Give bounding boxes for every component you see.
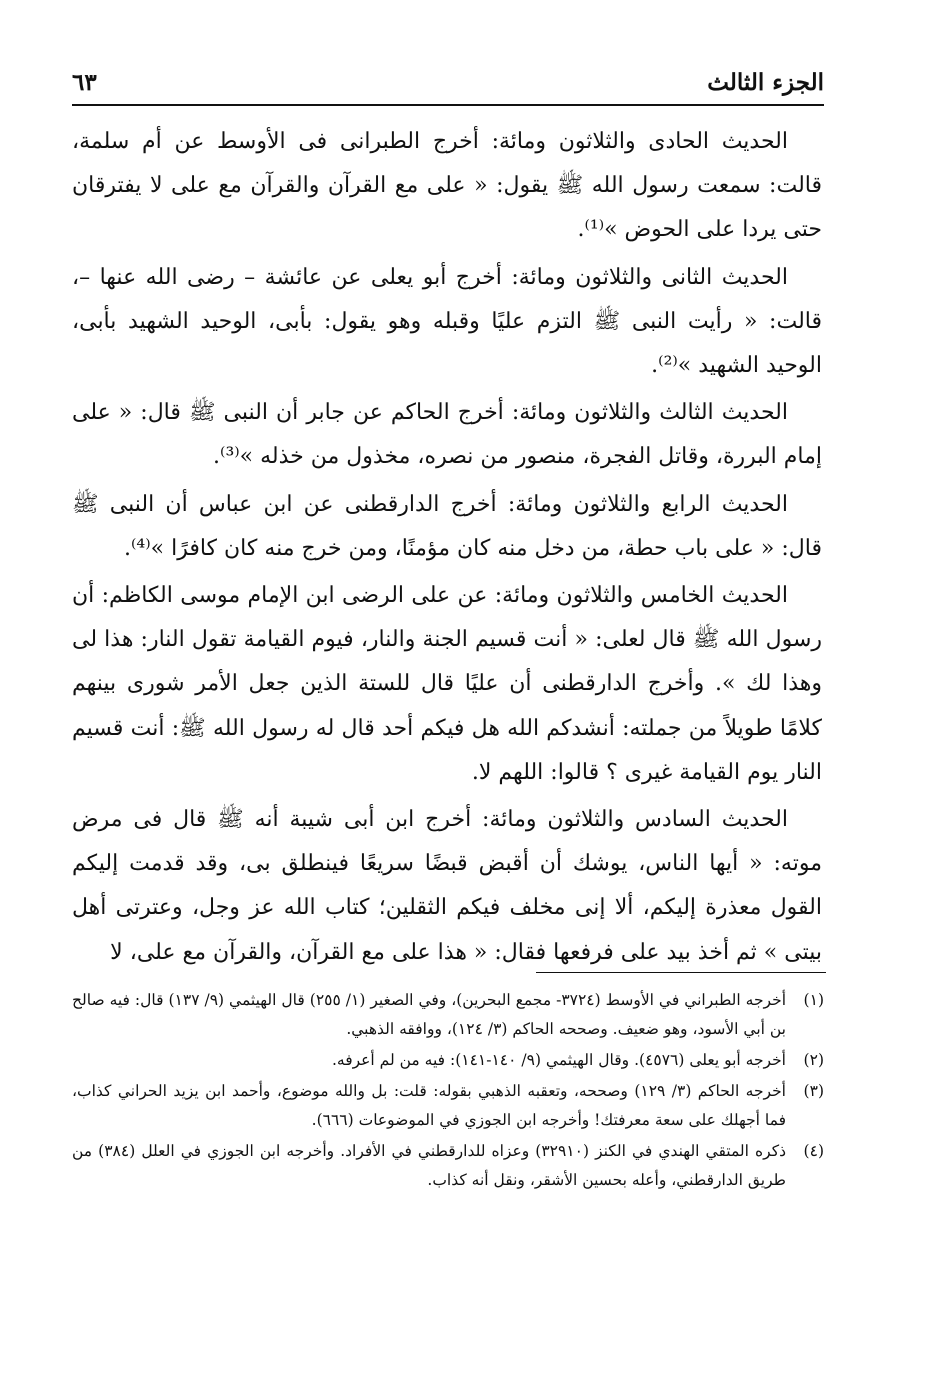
footnote-number: (٣) <box>803 1082 824 1100</box>
main-text <box>72 120 822 978</box>
page-number: ٦٣ <box>72 69 97 96</box>
page-header <box>72 50 824 96</box>
footnote-number: (١) <box>803 991 824 1009</box>
hadith-paragraph: الحديث الثانى والثلاثون ومائة: أخرج أبو يعلى عن عائشة – رضى الله عنها –، قالت: « رأيت النبى ﷺ التزم عليًا وقبله وهو يقول: بأبى، الوحيد الشهيد بأبى، الوحيد الشهيد »⁽²⁾. <box>72 264 822 379</box>
footnote-text: أخرجه أبو يعلى (٤٥٧٦). وقال الهيثمي (٩/ ١٤٠-١٤١): فيه من لم أعرفه. <box>331 1051 786 1069</box>
footnote-text: ذكره المتقي الهندي في الكنز (٣٢٩١٠) وعزاه للدارقطني في الأفراد. وأخرجه ابن الجوزي في العلل (٣٨٤) من طريق الدارقطني، وأعله بحسين الأشقر، ونقل أنه كذاب. <box>72 1142 786 1189</box>
footnote-separator <box>536 972 826 973</box>
hadith-paragraph: الحديث الحادى والثلاثون ومائة: أخرج الطبرانى فى الأوسط عن أم سلمة، قالت: سمعت رسول الله ﷺ يقول: « على مع القرآن والقرآن مع على لا يفترقان حتى يردا على الحوض »⁽¹⁾. <box>72 129 822 243</box>
footnote-text: أخرجه الحاكم (٣/ ١٢٩) وصححه، وتعقبه الذهبي بقوله: قلت: بل والله موضوع، وأحمد ابن يزيد الحراني كذاب، فما أجهلك على سعة معرفتك! وأخرجه ابن الجوزي في الموضوعات (٦٦٦). <box>72 1082 786 1129</box>
footnote <box>72 1137 824 1195</box>
footnote <box>72 1046 824 1075</box>
footnote <box>72 986 824 1044</box>
hadith-paragraph: الحديث الخامس والثلاثون ومائة: عن على الرضى ابن الإمام موسى الكاظم: أن رسول الله ﷺ قال لعلى: « أنت قسيم الجنة والنار، فيوم القيامة تقول النار: هذا لى وهذا لك ». وأخرج الدارقطنى أن عليًا قال للستة الذين جعل الأمر شورى بينهم كلامًا طويلاً من جملته: أنشدكم الله هل فيكم أحد قال له رسول الله ﷺ: أنت قسيم النار يوم القيامة غيرى ؟ قالوا: اللهم لا. <box>72 583 823 785</box>
hadith-paragraph: الحديث الرابع والثلاثون ومائة: أخرج الدارقطنى عن ابن عباس أن النبى ﷺ قال: « على باب حطة، من دخل منه كان مؤمنًا، ومن خرج منه كان كافرًا »⁽⁴⁾. <box>72 491 822 561</box>
hadith-paragraph: الحديث السادس والثلاثون ومائة: أخرج ابن أبى شيبة أنه ﷺ قال فى مرض موته: « أيها الناس، يوشك أن أقبض قبضًا سريعًا فينطلق بى، وقد قدمت إليكم القول معذرة إليكم، ألا إنى مخلف فيكم الثقلين؛ كتاب الله عز وجل، وعترتى أهل بيتى » ثم أخذ بيد على فرفعها فقال: « هذا على مع القرآن، والقرآن مع على، لا <box>72 807 823 965</box>
footnote <box>72 1077 824 1135</box>
running-title: الجزء الثالث <box>707 69 824 96</box>
footnote-number: (٤) <box>803 1142 824 1160</box>
hadith-paragraph: الحديث الثالث والثلاثون ومائة: أخرج الحاكم عن جابر أن النبى ﷺ قال: « على إمام البررة، وقاتل الفجرة، منصور من نصره، مخذول من خذله »⁽³⁾. <box>72 400 822 470</box>
footnote-number: (٢) <box>803 1051 824 1069</box>
footnotes <box>72 986 824 1197</box>
header-rule <box>72 104 824 106</box>
footnote-text: أخرجه الطبراني في الأوسط (٣٧٢٤- مجمع البحرين)، وفي الصغير (١/ ٢٥٥) قال الهيثمي (٩/ ١٣٧) قال: فيه صالح بن أبي الأسود، وهو ضعيف. وصححه الحاكم (٣/ ١٢٤)، ووافقه الذهبي. <box>72 991 786 1038</box>
